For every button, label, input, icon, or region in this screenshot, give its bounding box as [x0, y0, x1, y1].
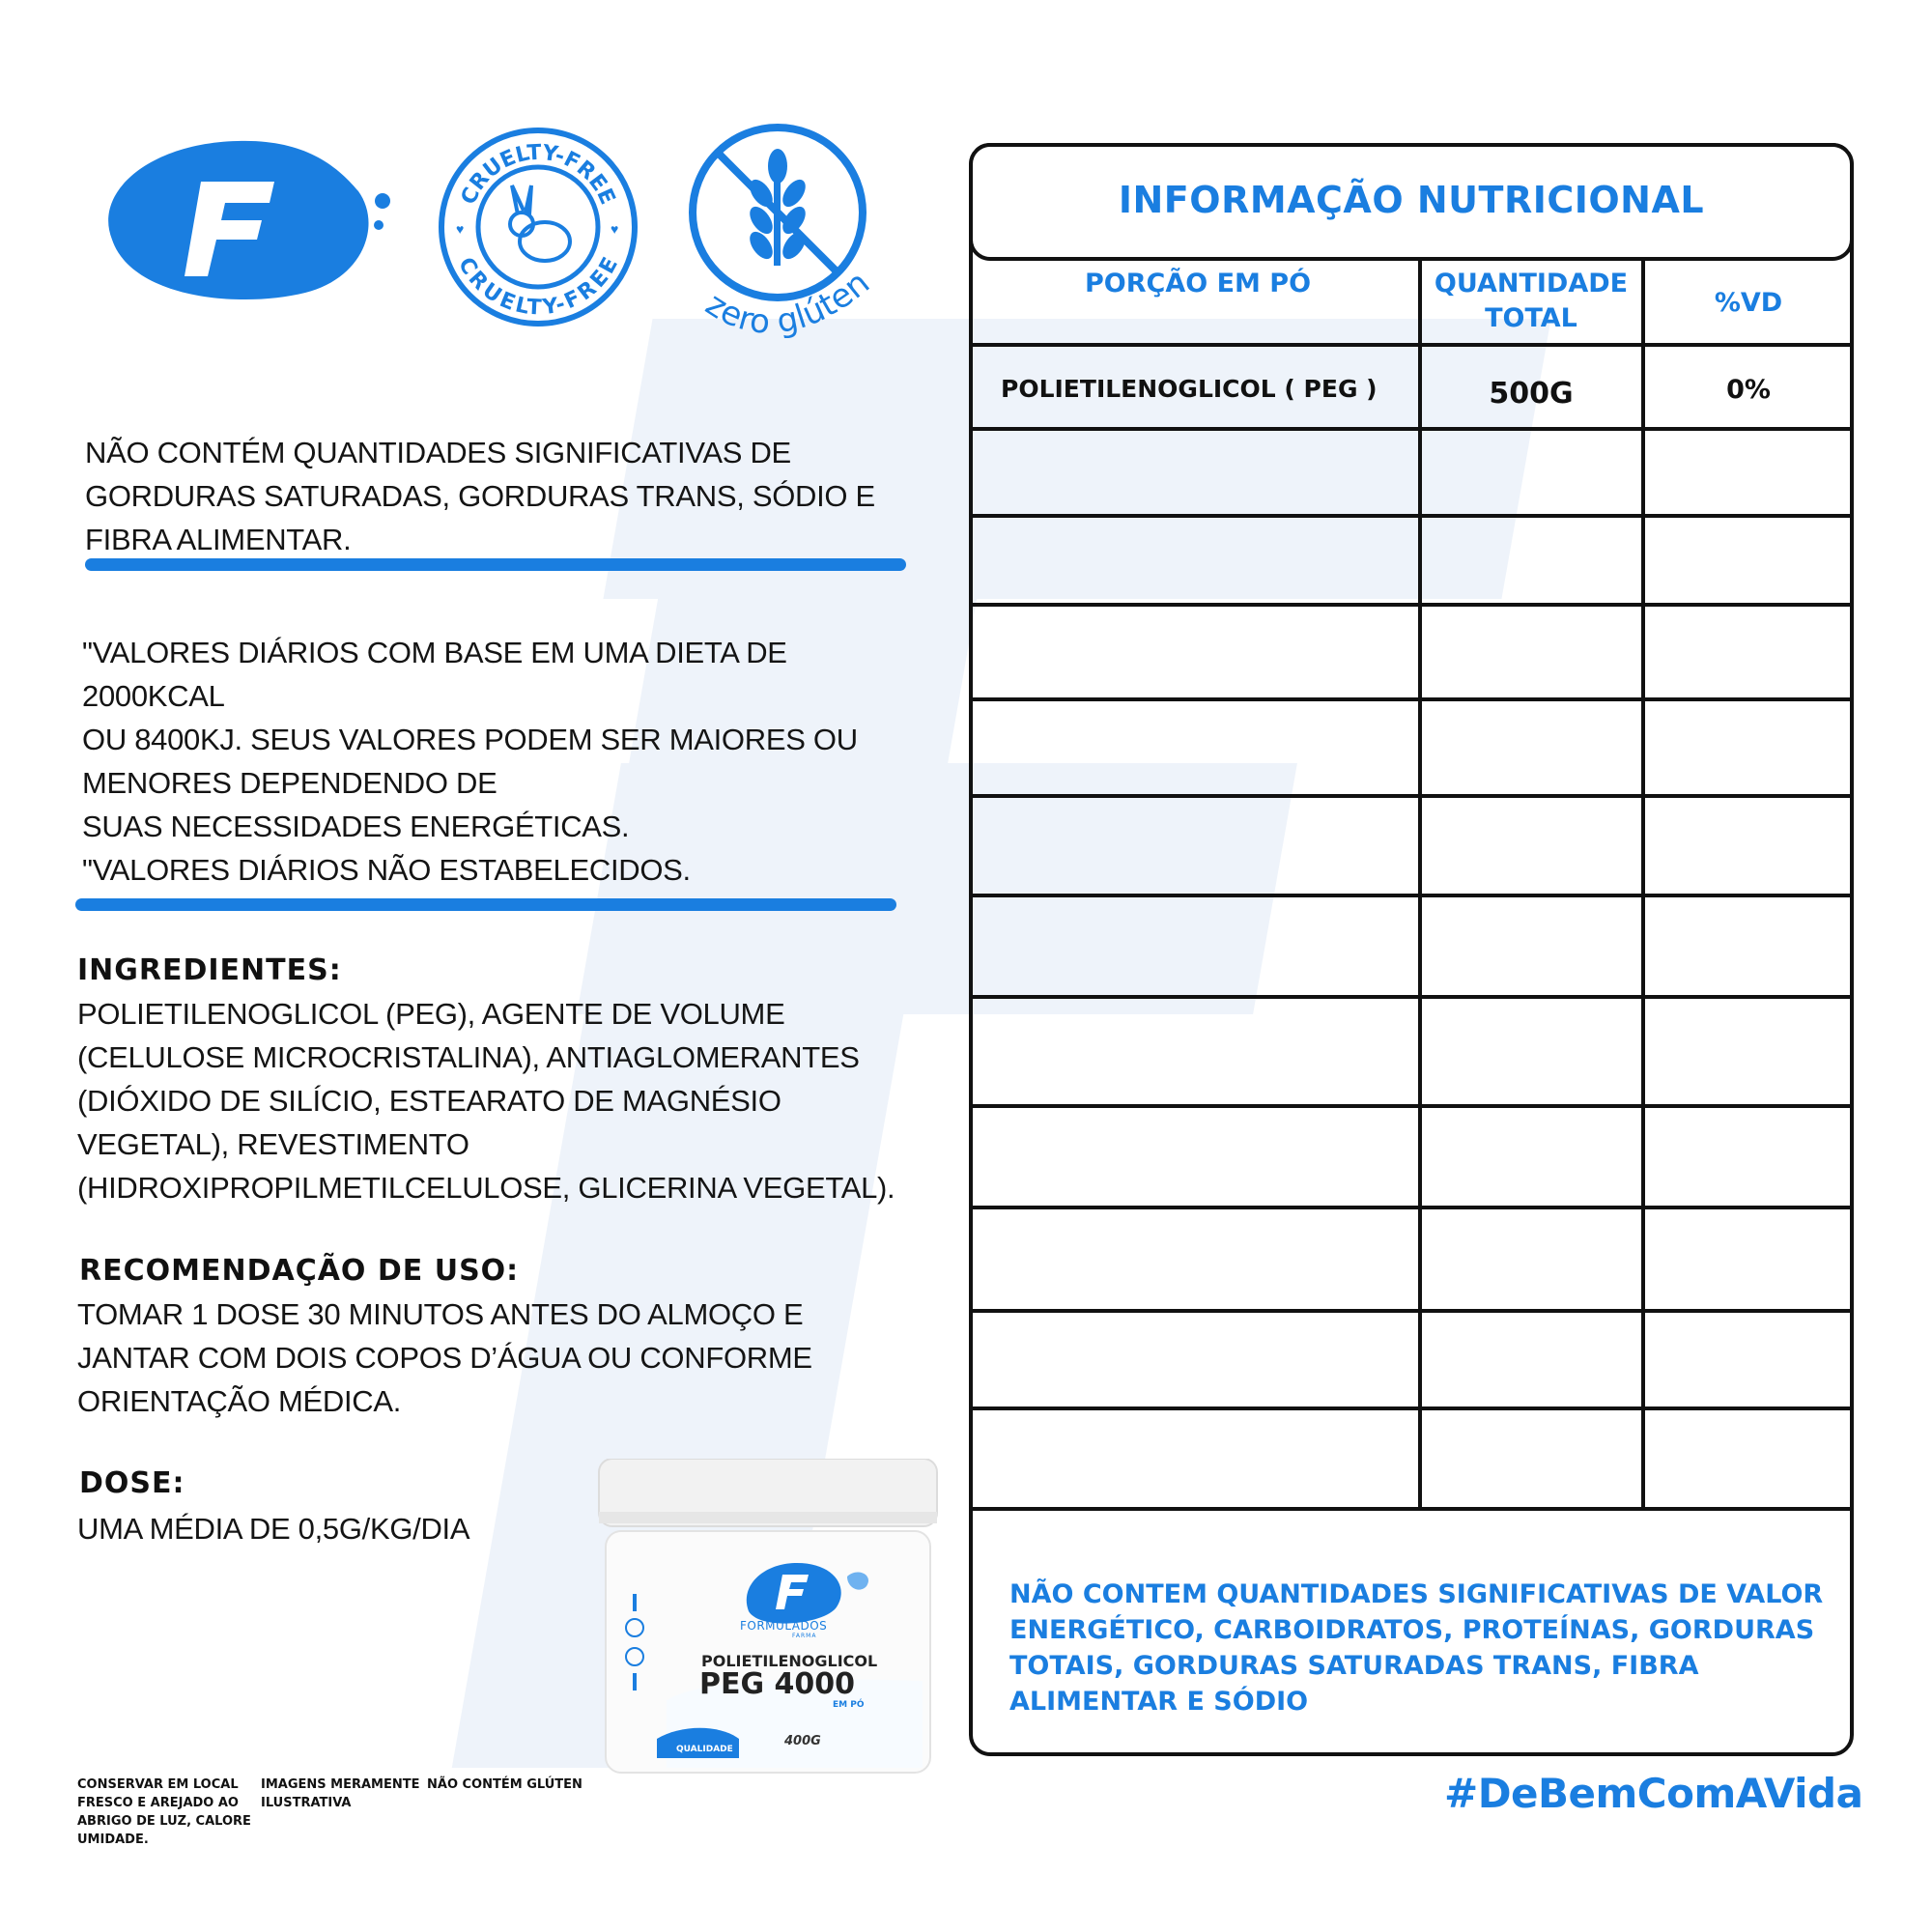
table-footer-note: NÃO CONTEM QUANTIDADES SIGNIFICATIVAS DE VALOR ENERGÉTICO, CARBOIDRATOS, PROTEÍNAS, GORDURAS TOTAIS, GORDURAS SATURADAS TRANS, FIBRA ALIMENTAR E SÓDIO [1009, 1579, 1824, 1717]
jar-weight: 400G [784, 1734, 821, 1748]
table-col-rule [1641, 257, 1645, 1509]
column-header-quantity: QUANTIDADE TOTAL [1434, 269, 1629, 333]
svg-text:♥: ♥ [456, 221, 465, 237]
table-rule [969, 514, 1854, 518]
brand-f-logo-icon [93, 133, 400, 305]
nutrition-title: INFORMAÇÃO NUTRICIONAL [1118, 179, 1705, 221]
jar-brand: FORMULADOS [740, 1619, 828, 1633]
table-cell-dv: 0% [1726, 375, 1771, 405]
table-rule [969, 1406, 1854, 1410]
table-rule [969, 343, 1854, 347]
cruelty-free-badge [437, 126, 639, 328]
table-rule [969, 1309, 1854, 1313]
divider-bar [85, 558, 906, 571]
table-rule [969, 794, 1854, 798]
gluten-note: NÃO CONTÉM GLÚTEN [427, 1777, 582, 1792]
product-jar-image [594, 1459, 942, 1777]
daily-values-note: "VALORES DIÁRIOS COM BASE EM UMA DIETA DE 2000KCAL OU 8400KJ. SEUS VALORES PODEM SER MAIORES OU MENORES DEPENDENDO DE SUAS NECESSIDADES ENERGÉTICAS. "VALORES DIÁRIOS NÃO ESTABELECIDOS. [82, 636, 858, 887]
svg-text:♥: ♥ [611, 221, 619, 237]
table-cell-quantity: 500G [1489, 377, 1574, 411]
cruelty-free-top-text: CRUELTY-FREE [456, 140, 620, 209]
table-rule [969, 603, 1854, 607]
storage-note: CONSERVAR EM LOCAL FRESCO E AREJADO AO ABRIGO DE LUZ, CALORE UMIDADE. [77, 1777, 251, 1847]
ingredients-text: POLIETILENOGLICOL (PEG), AGENTE DE VOLUME (CELULOSE MICROCRISTALINA), ANTIAGLOMERANTES (DIÓXIDO DE SILÍCIO, ESTEARATO DE MAGNÉSIO VEGETAL), REVESTIMENTO (HIDROXIPROPILMETILCELULOSE, GLICERINA VEGETAL). [77, 997, 895, 1205]
usage-text: TOMAR 1 DOSE 30 MINUTOS ANTES DO ALMOÇO E JANTAR COM DOIS COPOS D’ÁGUA OU CONFORME ORIENTAÇÃO MÉDICA. [77, 1297, 812, 1418]
jar-form: EM PÓ [833, 1700, 865, 1710]
jar-quality: QUALIDADE [676, 1745, 733, 1754]
cruelty-free-bottom-text: CRUELTY-FREE [452, 253, 624, 321]
column-header-portion: PORÇÃO EM PÓ [1084, 269, 1312, 298]
rabbit-icon [510, 185, 570, 261]
table-rule [969, 1507, 1854, 1511]
zero-gluten-text: zero glúten [698, 263, 877, 343]
usage-heading: RECOMENDAÇÃO DE USO: [79, 1254, 520, 1288]
table-rule [969, 427, 1854, 431]
jar-product-name: POLIETILENOGLICOL [701, 1652, 878, 1670]
zero-gluten-badge [676, 116, 898, 377]
column-header-dv: %VD [1714, 288, 1783, 318]
jar-brand-sub: FARMA [792, 1633, 817, 1639]
table-rule [969, 894, 1854, 897]
dose-text: UMA MÉDIA DE 0,5G/KG/DIA [77, 1512, 470, 1546]
images-note: IMAGENS MERAMENTE ILUSTRATIVA [261, 1777, 420, 1810]
table-rule [969, 1104, 1854, 1108]
table-col-rule [1418, 257, 1422, 1509]
table-rule [969, 995, 1854, 999]
divider-bar [75, 898, 896, 911]
wheat-crossed-icon [745, 149, 810, 266]
table-rule [969, 1206, 1854, 1209]
hashtag: #DeBemComAVida [1444, 1770, 1863, 1817]
table-cell-item: POLIETILENOGLICOL ( PEG ) [1001, 375, 1378, 403]
table-rule [969, 697, 1854, 701]
jar-product-code: PEG 4000 [699, 1667, 856, 1701]
nutrition-disclaimer-note: NÃO CONTÉM QUANTIDADES SIGNIFICATIVAS DE GORDURAS SATURADAS, GORDURAS TRANS, SÓDIO E FIBRA ALIMENTAR. [85, 436, 875, 556]
dose-heading: DOSE: [79, 1466, 185, 1500]
ingredients-heading: INGREDIENTES: [77, 953, 342, 987]
